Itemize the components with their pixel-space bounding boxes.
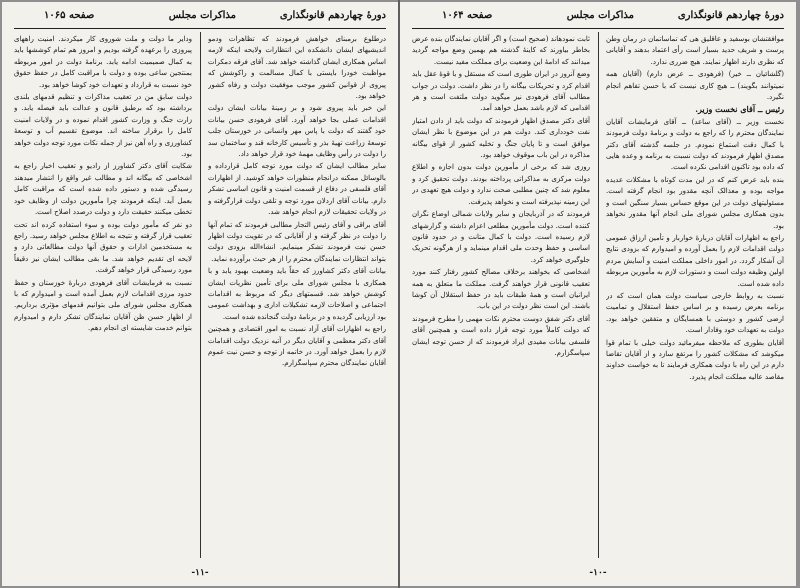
right-page-title: دورهٔ چهاردهم قانونگذاری bbox=[677, 10, 784, 21]
right-page-number: صفحه ۱۰۶۴ bbox=[442, 10, 493, 21]
paragraph: ثابت نمودهاند (صحیح است) و اگر آقایان نمایندگان بنده عرض بخاطر بیاورند که کاینهٔ گذشته هم بهمین وضع مواجه گردید میدانند که ادامهٔ این وضعیت برای مملکت مفید نیست. bbox=[412, 35, 590, 66]
paragraph: راجع به اظهارات آقایان دربارهٔ خواربار و تأمین ارزاق عمومی دولت اقدامات لازم را بعمل آورده و امیدوارم که بزودی نتایج آن آشکار گردد. در امور داخلی مملکت امنیت و آسایش مردم اولین وظیفه دولت است و دستورات لازم به مأمورین مربوطه داده شده است. bbox=[606, 233, 784, 288]
right-page-left-column bbox=[412, 34, 590, 558]
paragraph: آقای دکتر مصدق اظهار فرمودند که دولت باید از دادن امتیاز نفت خودداری کند. دولت هم در این موضوع با نظر ایشان موافق است و تا پایان جنگ و تخلیه کشور از قوای بیگانه مذاکره در این باب موقوف خواهد بود. bbox=[412, 116, 590, 160]
speaker-heading: رئیس ــ آقای نخست وزیر. bbox=[695, 104, 784, 115]
left-page-right-column bbox=[208, 34, 386, 558]
paragraph: دو نفر که مأمور دولت بوده و سوء استفاده کرده اند تحت تعقیب قرار گرفته و نتیجه به اطلاع مجلس خواهد رسید. راجع به مستخدمین ادارات و حقوق آنها دولت مطالعاتی دارد و لایحه ای تقدیم خواهد شد. ما بقی مطالب ایشان نیز دقیقاً مورد رسیدگی قرار خواهد گرفت. bbox=[14, 220, 192, 275]
paragraph: سایر مطالب ایشان که دولت مورد توجه کامل قرارداده و بالوسائل ممکنه درانجام منظورات خواهد کوشید. از اظهارات آقای فلسفی در دفاع از قسمت امنیت و قانون اساسی تشکر دارم. بیانات آقای اردلان مورد توجه و تلقی دولت قرارگرفته و در ولایات تحقیقات لازم انجام خواهد شد. bbox=[208, 162, 386, 217]
paragraph: بیانات آقای دکتر کشاورز که حقاً باید وضعیت بهبود یابد و با همکاری با مجلس شورای ملی برای تأمین نظریات ایشان کوشش خواهد شد. قسمتهای دیگر که مربوط به اقدامات اجتماعی و اصلاحات لازمه تشکیلات اداری و بهداشت عمومی بود ارزیابی گردیده و در برنامهٔ دولت گنجانده شده است. bbox=[208, 267, 386, 321]
paragraph: وضع آنروز در ایران طوری است که مستقل و با قوهٔ عقل باید اقدام کرد و تحریکات بیگانه را در نظر داشت. دولت در جواب مطالب آقای فرهودی نیز میگوید دولت ملتفت است و هر اقدامی که لازم باشد بعمل خواهد آمد. bbox=[412, 70, 590, 113]
paragraph: روزی شد که برخی از مأمورین دولت بدون اجازه و اطلاع دولت مرکزی به مذاکراتی پرداخته بودند. دولت تحقیق کرد و معلوم شد که چنین مطلبی صحت ندارد و دولت هیچ تعهدی در این زمینه نپذیرفته است و نخواهد پذیرفت. bbox=[412, 163, 590, 206]
paragraph: نسبت به روابط خارجی سیاست دولت همان است که در برنامه بعرض رسیده و بر اساس حفظ استقلال و تمامیت ارضی کشور و دوستی با همسایگان و متفقین خواهد بود. دولت به تعهدات خود وفادار است. bbox=[606, 291, 784, 335]
paragraph: شکایت آقای دکتر کشاورز از رادیو و تعقیب اخبار راجع به اشخاصی که بیگانه اند و مطالب غیر واقع را انتشار میدهند رسیدگی شده و دستور داده شده است که مراقبت کامل بعمل آید. اینکه فرمودند چرا مأمورین دولت از وظایف خود تخطی میکنند حقیقت دارد و دولت درصدد اصلاح است. bbox=[14, 162, 192, 217]
left-page-header bbox=[14, 10, 386, 26]
left-page-folio: -۱۱- bbox=[191, 568, 209, 578]
left-page-section: مذاکرات مجلس bbox=[168, 10, 236, 21]
paragraph: راجع به اظهارات آقای آزاد نسبت به امور اقتصادی و همچنین آقای دکتر معظمی و آقایان دیگر در آتیه نزدیک دولت اقدامات لازم را بعمل خواهد آورد. در خاتمه از توجه و حسن نیت عموم آقایان نمایندگان محترم سپاسگزارم. bbox=[208, 325, 386, 368]
paragraph: نسبت به فرمایشات آقای فرهودی دربارهٔ خوزستان و حفظ حدود مرزی اقدامات لازم بعمل آمده است و امیدوارم که با همکاری مجلس شورای ملی بتوانیم قدمهای مؤثری برداریم. از اظهار حسن ظن آقایان نمایندگان تشکر دارم و امیدوارم بتوانم خدمت شایسته ای انجام دهم. bbox=[14, 278, 192, 333]
paragraph: آقایان بطوری که ملاحظه میفرمائید دولت خیلی با تمام قوا میکوشد که مشکلات کشور را مرتفع سازد و از آقایان تقاضا دارم در این راه با دولت همکاری فرمایند تا به خواست خداوند مقاصد عالیه مملکت انجام پذیرد. bbox=[606, 338, 784, 381]
left-page-left-column bbox=[14, 34, 192, 558]
paragraph: آقای براقی و آقای رئیس التجار مطالبی فرمودند که تمام آنها را دولت در نظر گرفته و از آقایانی که در تقویت دولت اظهار حسن نیت فرمودند تشکر مینمایم. انشاءالله بزودی دولت بتواند انتظارات نمایندگان محترم را از هر حیث برآورده نماید. bbox=[208, 220, 386, 263]
paragraph: (گلشائیان ــ خیر) (فرهودی ــ عرض دارم) (آقایان همه نمیتوانند بگویند) ــ هیچ کاری نیست که با حسن تفاهم انجام نگیرد. bbox=[606, 70, 784, 102]
right-page-section: مذاکرات مجلس bbox=[566, 10, 634, 21]
paragraph: دولت سابق من در تعقیب مذاکرات و تنظیم قدمهای بلندی برداشته بود که برطبق قانون و عدالت باید فیصله یابد. و زارت جنگ و وزارت کشور اقدام نموده و در ولایات امنیت کامل را برقرار ساخته اند. موضوع تقسیم آب و توسعهٔ کشاورزی و راه آهن نیز از جمله نکات مورد توجه دولت خواهد بود. bbox=[14, 93, 192, 159]
paragraph: نخست وزیر ــ (آقای ساعد) ــ آقای فرمایشات آقایان نمایندگان محترم را که راجع به دولت و برنامهٔ دولت فرمودند با کمال دقت استماع نمودم. در جلسه گذشته آقای دکتر مصدق اظهار فرمودند که دولت نسبت به برنامه و وعده هایی که داده بود تاکنون اقدامی نکرده است. bbox=[606, 117, 784, 172]
paragraph: اشخاصی که بخواهند برخلاف مصالح کشور رفتار کنند مورد تعقیب قانونی قرار خواهند گرفت. مملکت ما متعلق به همه ایرانیان است و همهٔ طبقات باید در حفظ استقلال آن کوشا باشند. این است نظر دولت در این باب. bbox=[412, 268, 590, 311]
right-page-header bbox=[412, 10, 784, 26]
right-page bbox=[400, 2, 796, 586]
paragraph: موافقتشان بوسفید و عاقلیق هی که تماساتمان در رمان وطن پرست و شریف حدید بسیار است رأی اعتماد بدهند و آقایانی که نظری دارند اظهار نمایند. هیچ ضرری ندارد. bbox=[606, 35, 784, 66]
left-page-columns bbox=[14, 34, 386, 558]
left-page-number: صفحه ۱۰۶۵ bbox=[44, 10, 95, 21]
right-page-folio: -۱۰- bbox=[589, 568, 607, 578]
paragraph: این خبر باید پیروی شود و بر زمینهٔ بیانات ایشان دولت اقدامات عملی بجا خواهد آورد. آقای فرهودی حسن بیانات خود گفتند که دولت با پاس مهر وانسانی در خوزستان جلب توسعهٔ زراعت تهیهٔ بذر و تأسیس کارخانه قند و ساختمان سد را دولت در رأس وظایف مهمهٔ خود قرار خواهد داد. bbox=[208, 104, 386, 159]
paragraph: ودایر ما دولت و ملت شوروی کار میکردند. امنیت راههای پیروزی را برعهده گرفته بودیم و امروز هم تمام کوششها باید به کمال صمیمیت ادامه یابد. برنامهٔ دولت در امور مربوطه بمنتجین ساعی بوده و دولت با مراقبت کامل در حفظ حقوق خود نسبت به قرارداد و تعهدات خود کوشا خواهد بود. bbox=[14, 35, 192, 89]
left-page bbox=[2, 2, 398, 586]
header-rule bbox=[412, 28, 784, 29]
left-page-title: دورهٔ چهاردهم قانونگذاری bbox=[279, 10, 386, 21]
paragraph: درطلوع برمبنای خواهش فرمودند که تظاهرات ودمو اندیشیهای ایشان دانشکده این انتظارات ولایحه اینکه لازمه اساس همکاری ایشان گذاشته خواهد شد. آقای فرقه دمکرات مواظبت خودرا بایستی با کمال مسالمت و راکوشش که پیروی از قوانین کشور موجب موفقیت دولت و رفاه کشور خواهد بود. bbox=[208, 35, 386, 101]
right-page-right-column bbox=[606, 34, 784, 558]
paragraph: بنده باید عرض کنم که در این مدت کوتاه با مشکلات عدیده مواجه بوده و معذالک آنچه مقدور بود انجام گرفته است. مسئولیتهای دولت در این موقع حساس بسیار سنگین است و بدون همکاری مجلس شورای ملی انجام آنها مقدور نخواهد بود. bbox=[606, 175, 784, 230]
right-page-columns bbox=[412, 34, 784, 558]
header-rule bbox=[14, 28, 386, 29]
paragraph: آقای دکتر شفق دوست محترم نکات مهمی را مطرح فرمودند که دولت کاملاً مورد توجه قرار داده است و همچنین آقای فلسفی بیانات مفیدی ایراد فرمودند که از حسن توجه ایشان سپاسگزارم. bbox=[412, 314, 590, 357]
paragraph: فرمودند که در آذربایجان و سایر ولایات شمالی اوضاع نگران کننده است. دولت مأمورین مطلعی اعزام داشته و گزارشهای لازم رسیده است. دولت با کمال متانت و در حدود قانون اساسی و حفظ وحدت ملی اقدام مینماید و از هرگونه تحریک جلوگیری خواهد کرد. bbox=[412, 210, 590, 264]
